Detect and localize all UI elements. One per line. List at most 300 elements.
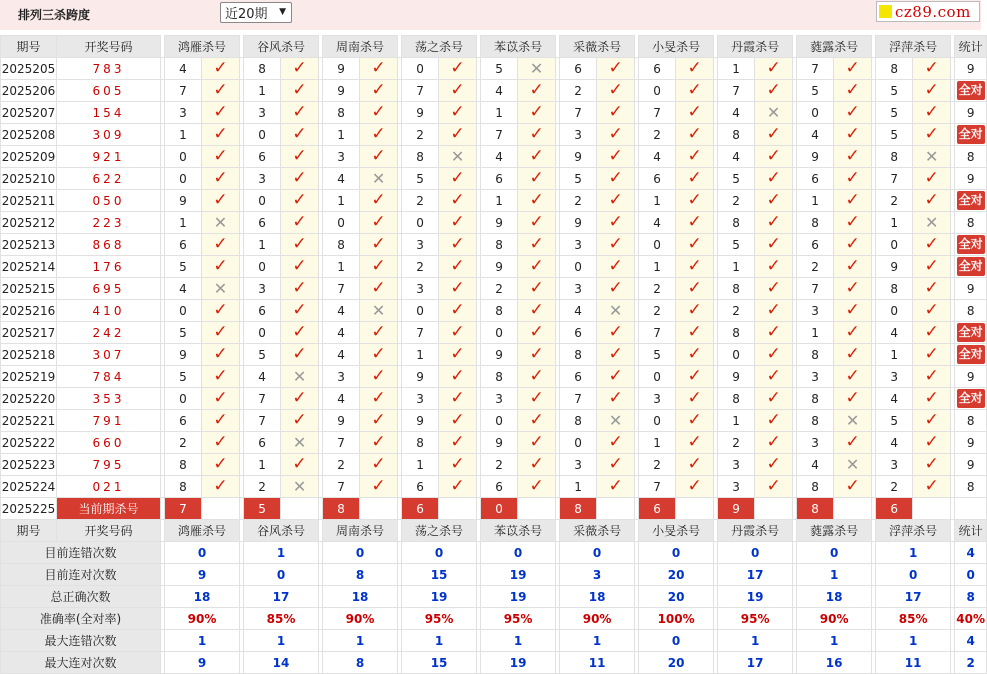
kill-number-cell: 4	[323, 322, 360, 344]
kill-number-cell: 1	[323, 190, 360, 212]
summary-value: 3	[560, 564, 635, 586]
result-cell	[676, 278, 714, 300]
table-row	[1, 58, 987, 80]
result-cell	[913, 146, 951, 168]
check-icon: ✓	[608, 454, 623, 474]
check-icon: ✓	[371, 476, 386, 496]
kill-number-cell: 4	[876, 388, 913, 410]
cross-icon: ✕	[924, 212, 939, 232]
result-cell	[202, 432, 240, 454]
kill-number-cell: 4	[639, 146, 676, 168]
check-icon: ✓	[924, 476, 939, 496]
cross-icon: ✕	[608, 410, 623, 430]
kill-number-cell: 0	[402, 212, 439, 234]
kill-number-cell: 7	[639, 102, 676, 124]
kill-number-cell: 4	[323, 388, 360, 410]
check-icon: ✓	[924, 124, 939, 144]
kill-number-cell: 4	[323, 300, 360, 322]
kill-number-cell: 8	[876, 58, 913, 80]
kill-number-cell: 5	[876, 80, 913, 102]
expert-header-5[interactable]: 苯苡杀号	[481, 520, 556, 542]
issue-cell: 2025212	[1, 212, 57, 234]
check-icon: ✓	[845, 278, 860, 298]
kill-number-cell: 5	[481, 58, 518, 80]
issue-cell: 2025219	[1, 366, 57, 388]
check-icon: ✓	[924, 322, 939, 342]
check-icon: ✓	[213, 124, 228, 144]
kill-number-cell: 8	[718, 388, 755, 410]
result-cell	[202, 190, 240, 212]
kill-number-cell: 2	[718, 300, 755, 322]
kill-number-cell: 9	[165, 190, 202, 212]
kill-number-cell: 3	[718, 476, 755, 498]
check-icon: ✓	[608, 344, 623, 364]
result-cell	[913, 102, 951, 124]
kill-number-cell: 6	[244, 300, 281, 322]
check-icon: ✓	[450, 80, 465, 100]
check-icon: ✓	[766, 476, 781, 496]
kill-number-cell: 1	[323, 256, 360, 278]
result-cell	[834, 432, 872, 454]
check-icon: ✓	[924, 454, 939, 474]
kill-number-cell: 6	[560, 366, 597, 388]
summary-label: 总正确次数	[1, 586, 161, 608]
col-stat-header: 统计	[955, 36, 987, 58]
kill-table	[0, 35, 987, 674]
check-icon: ✓	[450, 58, 465, 78]
summary-label: 准确率(全对率)	[1, 608, 161, 630]
check-icon: ✓	[371, 190, 386, 210]
result-cell	[518, 234, 556, 256]
result-cell	[518, 388, 556, 410]
result-cell	[676, 190, 714, 212]
result-cell	[518, 256, 556, 278]
check-icon: ✓	[687, 410, 702, 430]
check-icon: ✓	[687, 366, 702, 386]
summary-label: 最大连对次数	[1, 652, 161, 674]
summary-value: 0	[639, 630, 714, 652]
table-row	[1, 102, 987, 124]
result-cell	[755, 102, 793, 124]
kill-number-cell: 5	[402, 168, 439, 190]
result-cell	[913, 58, 951, 80]
expert-header-4[interactable]: 荡之杀号	[402, 36, 477, 58]
draw-number-cell: 242	[57, 322, 161, 344]
check-icon: ✓	[766, 432, 781, 452]
result-cell	[281, 344, 319, 366]
kill-number-cell: 4	[797, 454, 834, 476]
result-cell	[597, 168, 635, 190]
check-icon: ✓	[529, 212, 544, 232]
check-icon: ✓	[213, 168, 228, 188]
table-header-row-repeat	[1, 520, 987, 542]
kill-number-cell: 1	[560, 476, 597, 498]
stat-cell: 8	[955, 300, 987, 322]
check-icon: ✓	[845, 146, 860, 166]
kill-number-cell: 6	[481, 476, 518, 498]
expert-header-3[interactable]: 周南杀号	[323, 520, 398, 542]
draw-number-cell: 791	[57, 410, 161, 432]
kill-number-cell: 6	[639, 58, 676, 80]
kill-number-cell: 7	[639, 476, 676, 498]
kill-number-cell: 9	[323, 80, 360, 102]
stat-cell	[955, 322, 987, 344]
check-icon: ✓	[213, 190, 228, 210]
expert-header-9[interactable]: 蕤露杀号	[797, 36, 872, 58]
kill-number-cell: 1	[639, 432, 676, 454]
result-cell	[202, 322, 240, 344]
check-icon: ✓	[687, 344, 702, 364]
result-cell	[518, 300, 556, 322]
result-cell	[755, 344, 793, 366]
result-cell	[360, 102, 398, 124]
summary-value: 0	[244, 564, 319, 586]
kill-number-cell: 2	[560, 190, 597, 212]
kill-number-cell: 9	[402, 366, 439, 388]
expert-header-9[interactable]: 蕤露杀号	[797, 520, 872, 542]
summary-value: 17	[718, 564, 793, 586]
stat-cell: 8	[955, 410, 987, 432]
summary-value: 1	[244, 630, 319, 652]
summary-value: 14	[244, 652, 319, 674]
result-cell	[439, 234, 477, 256]
kill-number-cell: 1	[876, 344, 913, 366]
draw-number-cell: 154	[57, 102, 161, 124]
check-icon: ✓	[687, 300, 702, 320]
kill-number-cell: 0	[639, 366, 676, 388]
check-icon: ✓	[608, 146, 623, 166]
result-cell	[202, 476, 240, 498]
expert-header-8[interactable]: 丹霞杀号	[718, 520, 793, 542]
kill-number-cell: 0	[639, 410, 676, 432]
kill-number-cell: 9	[797, 146, 834, 168]
expert-header-2[interactable]: 谷风杀号	[244, 520, 319, 542]
expert-header-7[interactable]: 小旻杀号	[639, 36, 714, 58]
result-cell	[755, 190, 793, 212]
issue-cell: 2025214	[1, 256, 57, 278]
check-icon: ✓	[608, 432, 623, 452]
kill-number-cell: 7	[639, 322, 676, 344]
stat-cell: 9	[955, 366, 987, 388]
kill-number-cell: 2	[402, 124, 439, 146]
result-cell	[281, 256, 319, 278]
result-cell	[755, 410, 793, 432]
check-icon: ✓	[371, 58, 386, 78]
expert-header-1[interactable]: 鸿雁杀号	[165, 520, 240, 542]
table-row	[1, 190, 987, 212]
kill-number-cell: 0	[639, 234, 676, 256]
expert-header-1[interactable]: 鸿雁杀号	[165, 36, 240, 58]
kill-number-cell: 2	[797, 256, 834, 278]
summary-row	[1, 564, 987, 586]
kill-number-cell: 7	[165, 80, 202, 102]
kill-number-cell: 6	[165, 234, 202, 256]
result-cell	[439, 58, 477, 80]
draw-number-cell: 605	[57, 80, 161, 102]
check-icon: ✓	[450, 432, 465, 452]
draw-number-cell: 307	[57, 344, 161, 366]
current-kill-number: 7	[165, 498, 202, 520]
summary-value: 1	[797, 630, 872, 652]
result-cell	[913, 410, 951, 432]
check-icon: ✓	[687, 388, 702, 408]
kill-number-cell: 4	[165, 278, 202, 300]
current-empty-cell	[202, 498, 240, 520]
check-icon: ✓	[845, 388, 860, 408]
summary-value: 9	[165, 652, 240, 674]
result-cell	[913, 278, 951, 300]
check-icon: ✓	[924, 432, 939, 452]
check-icon: ✓	[529, 234, 544, 254]
expert-header-8[interactable]: 丹霞杀号	[718, 36, 793, 58]
issue-cell: 2025223	[1, 454, 57, 476]
kill-number-cell: 4	[323, 344, 360, 366]
table-row	[1, 278, 987, 300]
check-icon: ✓	[766, 190, 781, 210]
result-cell	[518, 322, 556, 344]
kill-number-cell: 4	[639, 212, 676, 234]
kill-number-cell: 4	[323, 168, 360, 190]
summary-row	[1, 652, 987, 674]
check-icon: ✓	[608, 212, 623, 232]
kill-number-cell: 8	[481, 366, 518, 388]
kill-number-cell: 9	[876, 256, 913, 278]
check-icon: ✓	[845, 102, 860, 122]
result-cell	[439, 212, 477, 234]
expert-header-10[interactable]: 浮萍杀号	[876, 520, 951, 542]
expert-header-10[interactable]: 浮萍杀号	[876, 36, 951, 58]
cross-icon: ✕	[213, 278, 228, 298]
summary-value: 8	[323, 652, 398, 674]
kill-number-cell: 8	[165, 454, 202, 476]
check-icon: ✓	[371, 124, 386, 144]
result-cell	[439, 432, 477, 454]
check-icon: ✓	[845, 80, 860, 100]
check-icon: ✓	[213, 432, 228, 452]
current-stat-cell	[955, 498, 987, 520]
expert-header-2[interactable]: 谷风杀号	[244, 36, 319, 58]
table-row	[1, 410, 987, 432]
check-icon: ✓	[766, 58, 781, 78]
kill-number-cell: 9	[165, 344, 202, 366]
kill-number-cell: 1	[639, 190, 676, 212]
result-cell	[202, 102, 240, 124]
result-cell	[597, 58, 635, 80]
result-cell	[597, 256, 635, 278]
check-icon: ✓	[845, 234, 860, 254]
summary-value: 1	[323, 630, 398, 652]
check-icon: ✓	[924, 234, 939, 254]
kill-number-cell: 9	[560, 212, 597, 234]
kill-number-cell: 8	[402, 146, 439, 168]
check-icon: ✓	[213, 58, 228, 78]
kill-number-cell: 2	[402, 190, 439, 212]
kill-number-cell: 9	[323, 58, 360, 80]
result-cell	[676, 212, 714, 234]
summary-value: 19	[402, 586, 477, 608]
result-cell	[597, 146, 635, 168]
kill-number-cell: 3	[718, 454, 755, 476]
result-cell	[202, 124, 240, 146]
kill-number-cell: 8	[402, 432, 439, 454]
stat-cell: 9	[955, 168, 987, 190]
expert-header-3[interactable]: 周南杀号	[323, 36, 398, 58]
result-cell	[834, 300, 872, 322]
result-cell	[281, 58, 319, 80]
period-select[interactable]	[220, 2, 292, 23]
check-icon: ✓	[766, 322, 781, 342]
check-icon: ✓	[213, 256, 228, 276]
result-cell	[518, 454, 556, 476]
result-cell	[281, 146, 319, 168]
kill-number-cell: 4	[165, 58, 202, 80]
kill-number-cell: 1	[718, 256, 755, 278]
result-cell	[202, 278, 240, 300]
check-icon: ✓	[608, 190, 623, 210]
kill-number-cell: 9	[481, 256, 518, 278]
stat-cell	[955, 388, 987, 410]
result-cell	[913, 168, 951, 190]
kill-number-cell: 0	[244, 124, 281, 146]
kill-number-cell: 8	[560, 410, 597, 432]
result-cell	[597, 212, 635, 234]
check-icon: ✓	[687, 58, 702, 78]
kill-number-cell: 9	[560, 146, 597, 168]
kill-number-cell: 0	[876, 300, 913, 322]
draw-number-cell: 784	[57, 366, 161, 388]
current-kill-number: 0	[481, 498, 518, 520]
summary-value: 1	[876, 630, 951, 652]
kill-number-cell: 3	[165, 102, 202, 124]
expert-header-5[interactable]: 苯苡杀号	[481, 36, 556, 58]
check-icon: ✓	[766, 300, 781, 320]
kill-number-cell: 9	[402, 410, 439, 432]
check-icon: ✓	[371, 432, 386, 452]
kill-number-cell: 9	[481, 432, 518, 454]
result-cell	[360, 146, 398, 168]
kill-number-cell: 0	[165, 168, 202, 190]
check-icon: ✓	[529, 322, 544, 342]
check-icon: ✓	[845, 190, 860, 210]
table-row	[1, 344, 987, 366]
current-empty-cell	[834, 498, 872, 520]
result-cell	[834, 344, 872, 366]
check-icon: ✓	[608, 168, 623, 188]
summary-value: 95%	[718, 608, 793, 630]
check-icon: ✓	[924, 278, 939, 298]
kill-number-cell: 2	[481, 454, 518, 476]
summary-value: 90%	[323, 608, 398, 630]
result-cell	[597, 322, 635, 344]
result-cell	[676, 256, 714, 278]
kill-number-cell: 6	[797, 234, 834, 256]
check-icon: ✓	[371, 278, 386, 298]
issue-cell: 2025215	[1, 278, 57, 300]
check-icon: ✓	[529, 278, 544, 298]
result-cell	[834, 234, 872, 256]
result-cell	[755, 146, 793, 168]
check-icon: ✓	[687, 278, 702, 298]
table-row	[1, 80, 987, 102]
check-icon: ✓	[529, 476, 544, 496]
check-icon: ✓	[292, 234, 307, 254]
kill-number-cell: 3	[639, 388, 676, 410]
result-cell	[518, 366, 556, 388]
check-icon: ✓	[924, 256, 939, 276]
check-icon: ✓	[924, 300, 939, 320]
summary-value: 0	[323, 542, 398, 564]
result-cell	[597, 344, 635, 366]
cross-icon: ✕	[845, 410, 860, 430]
summary-value: 0	[560, 542, 635, 564]
summary-value: 15	[402, 564, 477, 586]
result-cell	[518, 410, 556, 432]
all-correct-badge: 全对	[957, 191, 985, 210]
kill-number-cell: 7	[718, 80, 755, 102]
expert-header-4[interactable]: 荡之杀号	[402, 520, 477, 542]
check-icon: ✓	[450, 278, 465, 298]
kill-number-cell: 6	[797, 168, 834, 190]
issue-cell: 2025218	[1, 344, 57, 366]
kill-number-cell: 4	[718, 102, 755, 124]
check-icon: ✓	[845, 300, 860, 320]
expert-header-6[interactable]: 采薇杀号	[560, 36, 635, 58]
site-logo[interactable]	[876, 1, 980, 22]
kill-number-cell: 3	[481, 388, 518, 410]
result-cell	[676, 454, 714, 476]
table-row	[1, 146, 987, 168]
summary-stat: 0	[955, 564, 987, 586]
check-icon: ✓	[371, 388, 386, 408]
kill-number-cell: 8	[718, 322, 755, 344]
expert-header-7[interactable]: 小旻杀号	[639, 520, 714, 542]
draw-number-cell: 783	[57, 58, 161, 80]
kill-number-cell: 9	[402, 102, 439, 124]
result-cell	[439, 476, 477, 498]
kill-number-cell: 2	[165, 432, 202, 454]
kill-number-cell: 2	[639, 278, 676, 300]
check-icon: ✓	[608, 102, 623, 122]
kill-number-cell: 8	[323, 102, 360, 124]
stat-cell: 9	[955, 58, 987, 80]
current-kill-number: 6	[639, 498, 676, 520]
kill-number-cell: 1	[323, 124, 360, 146]
check-icon: ✓	[371, 256, 386, 276]
expert-header-6[interactable]: 采薇杀号	[560, 520, 635, 542]
summary-row	[1, 586, 987, 608]
check-icon: ✓	[292, 300, 307, 320]
check-icon: ✓	[292, 146, 307, 166]
kill-number-cell: 8	[718, 212, 755, 234]
stat-cell	[955, 80, 987, 102]
kill-number-cell: 2	[639, 454, 676, 476]
kill-number-cell: 3	[560, 234, 597, 256]
result-cell	[597, 476, 635, 498]
summary-value: 90%	[797, 608, 872, 630]
check-icon: ✓	[687, 454, 702, 474]
check-icon: ✓	[608, 278, 623, 298]
kill-number-cell: 3	[797, 300, 834, 322]
summary-stat: 4	[955, 630, 987, 652]
kill-number-cell: 1	[244, 454, 281, 476]
summary-value: 0	[718, 542, 793, 564]
result-cell	[518, 432, 556, 454]
kill-number-cell: 0	[876, 234, 913, 256]
check-icon: ✓	[687, 190, 702, 210]
check-icon: ✓	[687, 476, 702, 496]
result-cell	[360, 256, 398, 278]
all-correct-badge: 全对	[957, 345, 985, 364]
